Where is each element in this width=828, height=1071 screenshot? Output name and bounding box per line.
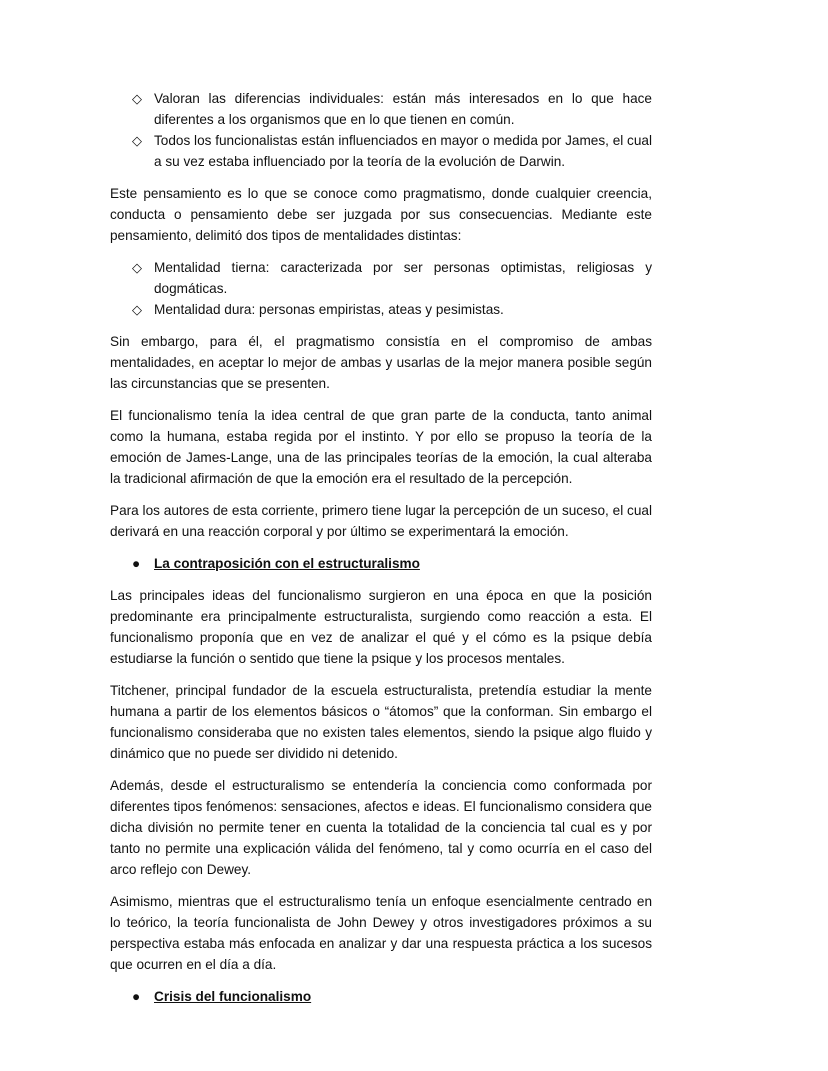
list-item-text: Mentalidad tierna: caracterizada por ser personas optimistas, religiosas y dogmáticas. — [154, 260, 652, 296]
section-heading-text: La contraposición con el estructuralismo — [154, 556, 420, 571]
paragraph-titchener: Titchener, principal fundador de la escuela estructuralista, pretendía estudiar la mente humana a partir de los elementos básicos o “átomos” que la conforman. Sin embargo el funcionalismo consideraba que no existen tales elementos, siendo la psique algo fluido y dinámico que no puede ser dividido ni detenido. — [110, 683, 652, 761]
paragraph-dewey: Asimismo, mientras que el estructuralismo tenía un enfoque esencialmente centrado en lo teórico, la teoría funcionalista de John Dewey y otros investigadores próximos a su perspectiva estaba más enfocada en analizar y dar una respuesta práctica a los sucesos que ocurren en el día a día. — [110, 894, 652, 972]
list-item — [132, 257, 652, 299]
list-item-text: Mentalidad dura: personas empiristas, ateas y pesimistas. — [154, 302, 504, 317]
section-heading-text: Crisis del funcionalismo — [154, 989, 312, 1004]
list-item — [132, 130, 652, 172]
list-item — [132, 299, 652, 320]
diamond-bullet-icon: ◇ — [132, 260, 142, 275]
section-heading-crisis — [110, 986, 652, 1007]
diamond-bullet-icon: ◇ — [132, 302, 142, 317]
section-heading-contraposicion — [110, 553, 652, 574]
paragraph-ideas-principales: Las principales ideas del funcionalismo surgieron en una época en que la posición predominante era principalmente estructuralista, surgiendo como reacción a esta. El funcionalismo proponía que en vez de analizar el qué y el cómo es la psique debía estudiarse la función o sentido que tiene la psique y los procesos mentales. — [110, 588, 652, 666]
paragraph-compromiso: Sin embargo, para él, el pragmatismo consistía en el compromiso de ambas mentalidades, en aceptar lo mejor de ambas y usarlas de la mejor manera posible según las circunstancias que se presenten. — [110, 334, 652, 391]
paragraph-percepcion: Para los autores de esta corriente, primero tiene lugar la percepción de un suceso, el cual derivará en una reacción corporal y por último se experimentará la emoción. — [110, 503, 652, 539]
paragraph-instinto: El funcionalismo tenía la idea central de que gran parte de la conducta, tanto animal como la humana, estaba regida por el instinto. Y por ello se propuso la teoría de la emoción de James-Lange, una de las principales teorías de la emoción, la cual alteraba la tradicional afirmación de que la emoción era el resultado de la percepción. — [110, 408, 652, 486]
document-page — [110, 88, 652, 1018]
list-item-text: Todos los funcionalistas están influenciados en mayor o medida por James, el cual a su vez estaba influenciado por la teoría de la evolución de Darwin. — [154, 133, 652, 169]
bullet-list-mentalidades — [110, 257, 652, 320]
diamond-bullet-icon: ◇ — [132, 91, 142, 106]
diamond-bullet-icon: ◇ — [132, 133, 142, 148]
dot-bullet-icon: ● — [132, 556, 141, 571]
list-item — [132, 88, 652, 130]
dot-bullet-icon: ● — [132, 989, 141, 1004]
bullet-list-traits — [110, 88, 652, 172]
paragraph-pragmatismo: Este pensamiento es lo que se conoce como pragmatismo, donde cualquier creencia, conducta o pensamiento debe ser juzgada por sus consecuencias. Mediante este pensamiento, delimitó dos tipos de mentalidades distintas: — [110, 186, 652, 243]
list-item-text: Valoran las diferencias individuales: están más interesados en lo que hace diferentes a los organismos que en lo que tienen en común. — [154, 91, 652, 127]
paragraph-conciencia: Además, desde el estructuralismo se entendería la conciencia como conformada por diferentes tipos fenómenos: sensaciones, afectos e ideas. El funcionalismo considera que dicha división no permite tener en cuenta la totalidad de la conciencia tal cual es y por tanto no permite una explicación válida del fenómeno, tal y como ocurría en el caso del arco reflejo con Dewey. — [110, 778, 652, 877]
